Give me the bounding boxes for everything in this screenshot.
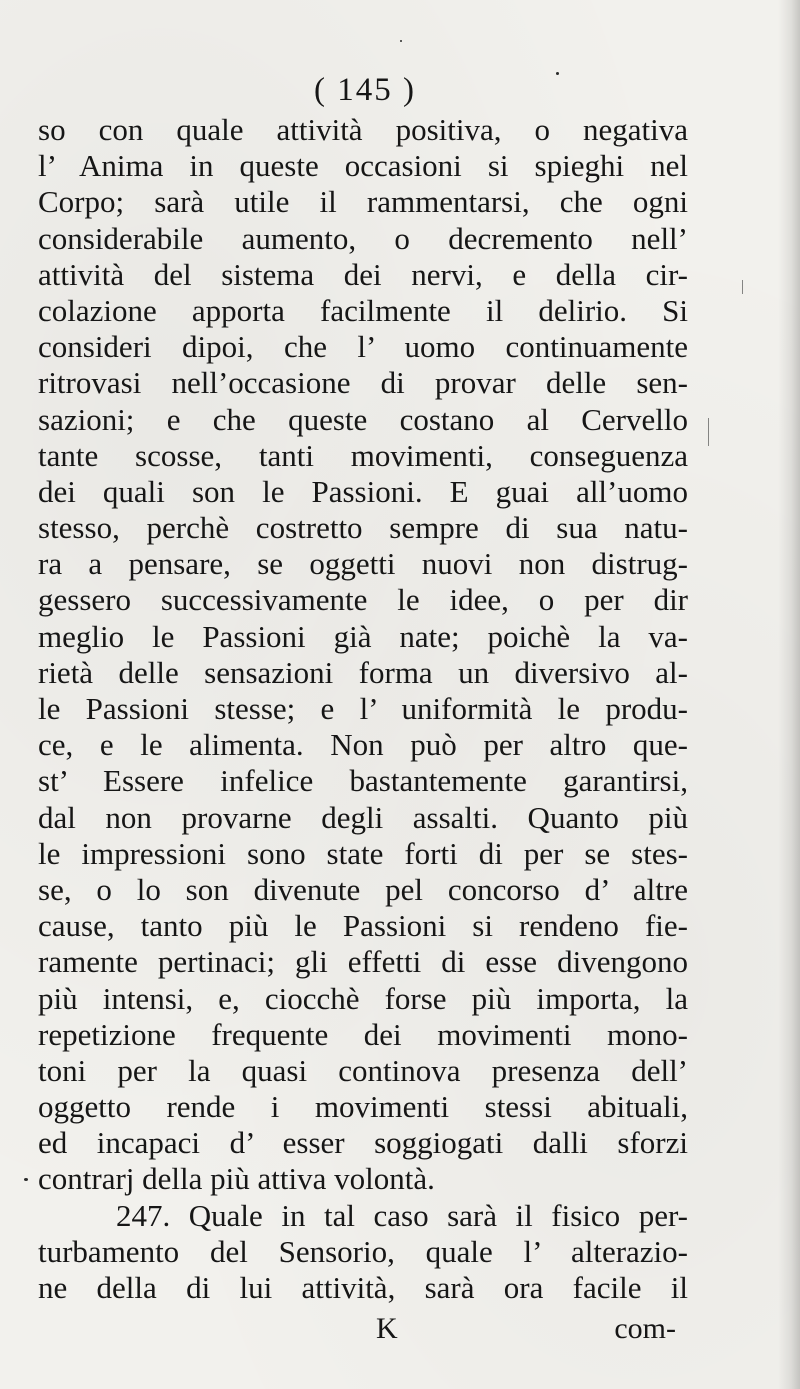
text-line: Corpo; sarà utile il rammentarsi, che ogni xyxy=(38,184,688,220)
text-line: ed incapaci d’ esser soggiogati dalli sforzi xyxy=(38,1125,688,1161)
body-text xyxy=(38,112,688,1306)
signature-mark: K xyxy=(376,1312,398,1345)
text-line: colazione apporta facilmente il delirio. Si xyxy=(38,292,688,328)
text-line: gessero successivamente le idee, o per dir xyxy=(38,582,688,618)
ink-speck xyxy=(556,72,559,75)
text-line: attività del sistema dei nervi, e della cir- xyxy=(38,256,688,292)
text-line: le Passioni stesse; e l’ uniformità le produ- xyxy=(38,691,688,726)
text-line: toni per la quasi continova presenza dell’ xyxy=(38,1052,688,1088)
text-line: l’ Anima in queste occasioni si spieghi nel xyxy=(38,148,688,184)
ink-speck xyxy=(24,1178,28,1181)
text-line: le impressioni sono state forti di per se stes- xyxy=(38,835,688,871)
text-line: se, o lo son divenute pel concorso d’ altre xyxy=(38,871,688,907)
text-line: considerabile aumento, o decremento nell’ xyxy=(38,220,688,256)
text-line: più intensi, e, ciocchè forse più importa, la xyxy=(38,980,688,1016)
text-line: consideri dipoi, che l’ uomo continuamente xyxy=(38,329,688,365)
text-line: tante scosse, tanti movimenti, conseguenza xyxy=(38,437,688,473)
text-line: dei quali son le Passioni. E guai all’uomo xyxy=(38,473,688,509)
ink-speck xyxy=(400,40,402,42)
catchword: com- xyxy=(614,1312,676,1345)
page-number: ( 145 ) xyxy=(314,72,416,108)
text-line: so con quale attività positiva, o negativa xyxy=(38,112,688,147)
section-247-first-line: 247. Quale in tal caso sarà il fisico per- xyxy=(116,1197,688,1233)
text-line: ne della di lui attività, sarà ora facile il xyxy=(38,1270,688,1305)
text-line: cause, tanto più le Passioni si rendeno fie- xyxy=(38,908,688,944)
text-line: ramente pertinaci; gli effetti di esse divengono xyxy=(38,944,688,980)
text-line: dal non provarne degli assalti. Quanto più xyxy=(38,799,688,835)
text-line: st’ Essere infelice bastantemente garantirsi, xyxy=(38,763,688,799)
text-line: oggetto rende i movimenti stessi abituali, xyxy=(38,1089,688,1125)
text-line: repetizione frequente dei movimenti mono- xyxy=(38,1016,688,1052)
page-edge-shadow xyxy=(778,0,800,1389)
text-line: sazioni; e che queste costano al Cervello xyxy=(38,401,688,437)
paper-scratch xyxy=(742,280,743,294)
text-line: ce, e le alimenta. Non può per altro que- xyxy=(38,727,688,763)
text-line: ra a pensare, se oggetti nuovi non distrug- xyxy=(38,546,688,582)
paper-scratch xyxy=(708,418,709,446)
text-line: meglio le Passioni già nate; poichè la va- xyxy=(38,618,688,654)
paragraph-end-line: contrarj della più attiva volontà. xyxy=(38,1161,435,1197)
text-line: ritrovasi nell’occasione di provar delle sen- xyxy=(38,365,688,401)
text-line: turbamento del Sensorio, quale l’ alterazio- xyxy=(38,1233,688,1269)
page-footer xyxy=(38,1312,688,1352)
text-line: rietà delle sensazioni forma un diversivo al- xyxy=(38,654,688,690)
text-line: stesso, perchè costretto sempre di sua natu- xyxy=(38,510,688,546)
